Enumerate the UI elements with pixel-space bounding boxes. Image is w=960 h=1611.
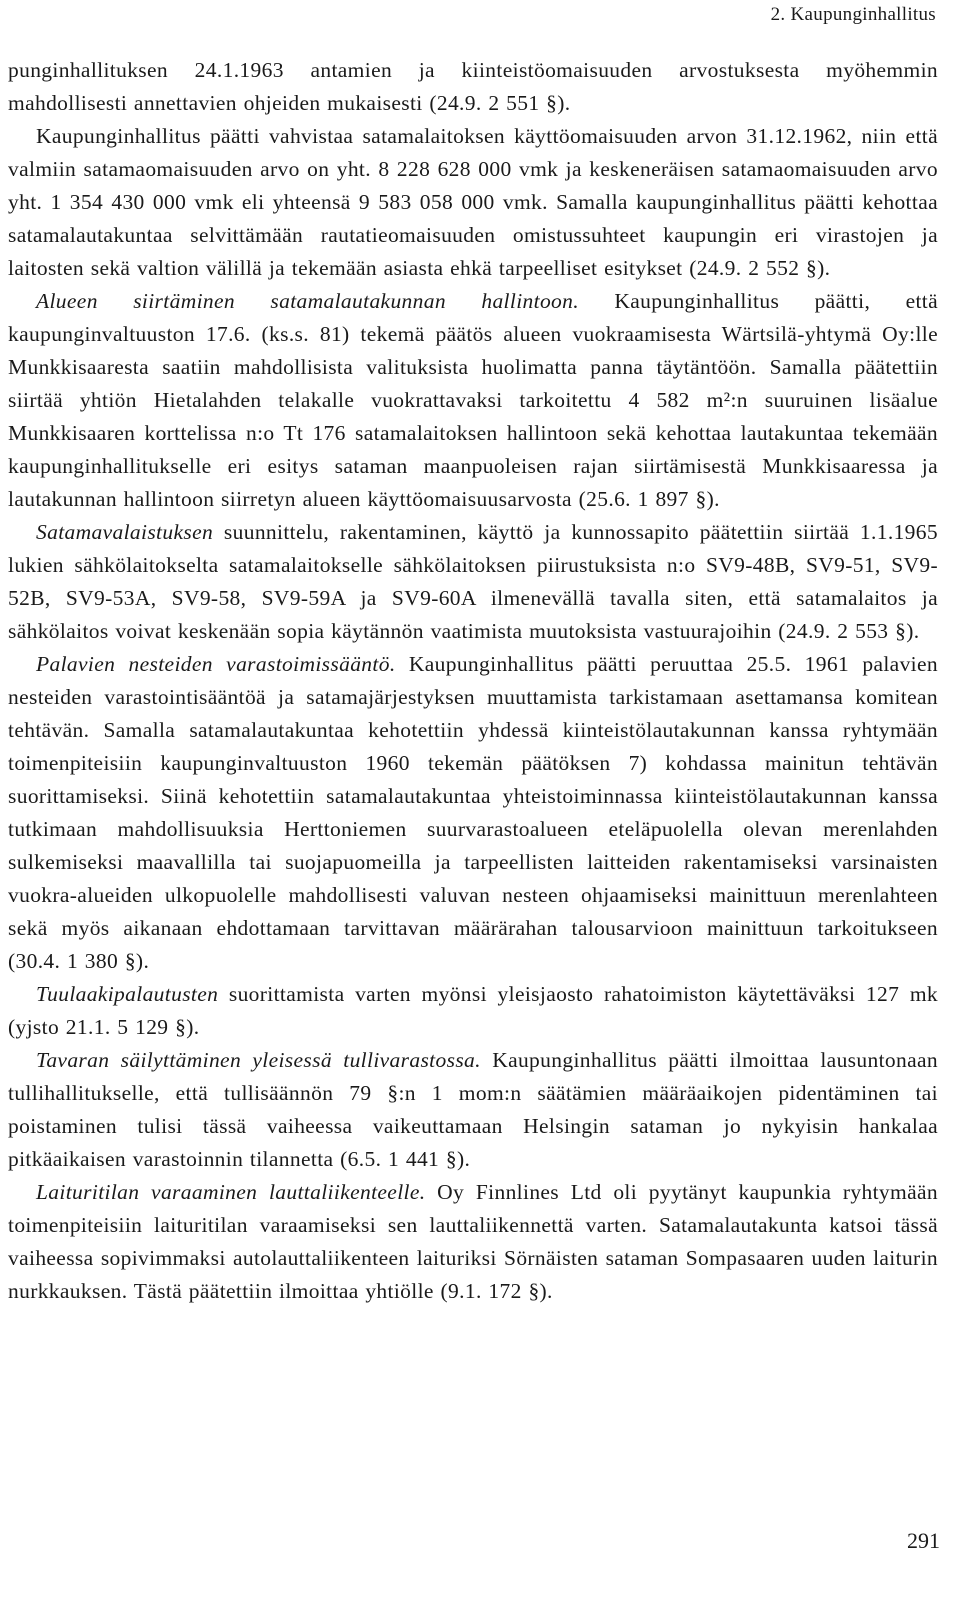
paragraph-text: Kaupunginhallitus päätti peruuttaa 25.5. 1961 palavien nesteiden varastointisääntöä ja satamajärjestyksen muuttamista tarkistamaan asettamansa komitean tehtävän. Samalla satamalautakuntaa kehotettiin yhdessä kiinteistölautakunnan kanssa ryhtymään toimenpiteisiin kaupunginvaltuuston 1960 tekemän päätöksen 7) kohdassa mainitun tehtävän suorittamiseksi. Siinä kehotettiin satamalautakuntaa yhteistoiminnassa kiinteistölautakunnan kanssa tutkimaan mahdollisuuksia Herttoniemen suurvarastoalueen eteläpuolella olevan merenlahden sulkemiseksi maavallilla tai suojapuomeilla ja tarpeellisten laitteiden rakentamiseksi varsinaisten vuokra-alueiden ulkopuolelle mahdollisesti valuvan nesteen ohjaamiseksi mainittuun merenlahteen sekä myös aikanaan ehdottamaan tarvittavan määrärahan talousarvioon mainittuun tarkoitukseen (30.4. 1 380 §). [8, 652, 938, 973]
topic-heading: Palavien nesteiden varastoimissääntö. [36, 652, 396, 676]
paragraph-text: Kaupunginhallitus päätti ilmoittaa lausuntonaan tullihallitukselle, että tullisäännön 79 §:n 1 mom:n säätämien määräaikojen pidentäminen tai poistaminen tulisi tässä vaiheessa vaikeuttamaan Helsingin sataman jo nykyisin hankalaa pitkäaikaisen varastoinnin tilannetta (6.5. 1 441 §). [8, 1048, 939, 1171]
paragraph-text: suorittamista varten myönsi yleisjaosto rahatoimiston käytettäväksi 127 mk (yjsto 21.1. 5 129 §). [8, 982, 938, 1039]
body-text [8, 54, 938, 1308]
paragraph-text: Kaupunginhallitus päätti, että kaupunginvaltuuston 17.6. (ks.s. 81) tekemä päätös alueen vuokraamisesta Wärtsilä-yhtymä Oy:lle Munkkisaaresta saatiin mahdollisista valituksista huolimatta panna täytäntöön. Samalla päätettiin siirtää yhtiön Hietalahden telakalle vuokrattavaksi tarkoitettu 4 582 m²:n suuruinen lisäalue Munkkisaaren korttelissa n:o Tt 176 satamalaitoksen hallintoon sekä kehottaa lautakuntaa tekemään kaupunginhallitukselle eri esitys sataman maanpuoleisen rajan siirtämisestä Munkkisaaressa ja lautakunnan hallintoon siirretyn alueen käyttöomaisuusarvosta (25.6. 1 897 §). [8, 289, 938, 511]
paragraph-customs-warehouse [8, 1044, 938, 1176]
topic-heading: Alueen siirtäminen satamalautakunnan hallintoon. [36, 289, 579, 313]
paragraph-text: punginhallituksen 24.1.1963 antamien ja kiinteistöomaisuuden arvostuksesta myöhemmin mahdollisesti annettavien ohjeiden mukaisesti (24.9. 2 551 §). [8, 58, 938, 115]
topic-heading: Tuulaakipalautusten [36, 982, 219, 1006]
topic-heading: Satamavalaistuksen [36, 520, 214, 544]
paragraph-ferry-berth [8, 1176, 938, 1308]
paragraph-flammable-liquids [8, 648, 938, 978]
paragraph-asset-value [8, 120, 938, 285]
paragraph-text: Oy Finnlines Ltd oli pyytänyt kaupunkia ryhtymään toimenpiteisiin laituritilan varaamiseksi sen lauttaliikennettä varten. Satamalautakunta katsoi tässä vaiheessa sopivimmaksi autolauttaliikenteen laituriksi Sörnäisten sataman Sompasaaren uuden laiturin nurkkauksen. Tästä päätettiin ilmoittaa yhtiölle (9.1. 172 §). [8, 1180, 938, 1303]
paragraph-text: suunnittelu, rakentaminen, käyttö ja kunnossapito päätettiin siirtää 1.1.1965 lukien sähkölaitokselta satamalaitokselle sähkölaitoksen piirustuksista n:o SV9-48B, SV9-51, SV9-52B, SV9-53A, SV9-58, SV9-59A ja SV9-60A ilmenevällä tavalla siten, että satamalaitos ja sähkölaitos voivat keskenään sopia käytännön vaatimista muutoksista vastuurajoihin (24.9. 2 553 §). [8, 520, 938, 643]
topic-heading: Laituritilan varaaminen lauttaliikenteelle. [36, 1180, 426, 1204]
topic-heading: Tavaran säilyttäminen yleisessä tullivarastossa. [36, 1048, 481, 1072]
paragraph-tonnage-refunds [8, 978, 938, 1044]
page-number: 291 [907, 1528, 940, 1553]
paragraph-continued [8, 54, 938, 120]
paragraph-text: Kaupunginhallitus päätti vahvistaa satamalaitoksen käyttöomaisuuden arvon 31.12.1962, niin että valmiin satamaomaisuuden arvo on yht. 8 228 628 000 vmk ja keskeneräisen satamaomaisuuden arvo yht. 1 354 430 000 vmk eli yhteensä 9 583 058 000 vmk. Samalla kaupunginhallitus päätti kehottaa satamalautakuntaa selvittämään rautatieomaisuuden omistussuhteet kaupungin eri virastojen ja laitosten sekä valtion välillä ja tekemään asiasta ehkä tarpeelliset esitykset (24.9. 2 552 §). [8, 124, 938, 280]
running-head: 2. Kaupunginhallitus [770, 4, 936, 25]
paragraph-harbour-lighting [8, 516, 938, 648]
paragraph-area-transfer [8, 285, 938, 516]
